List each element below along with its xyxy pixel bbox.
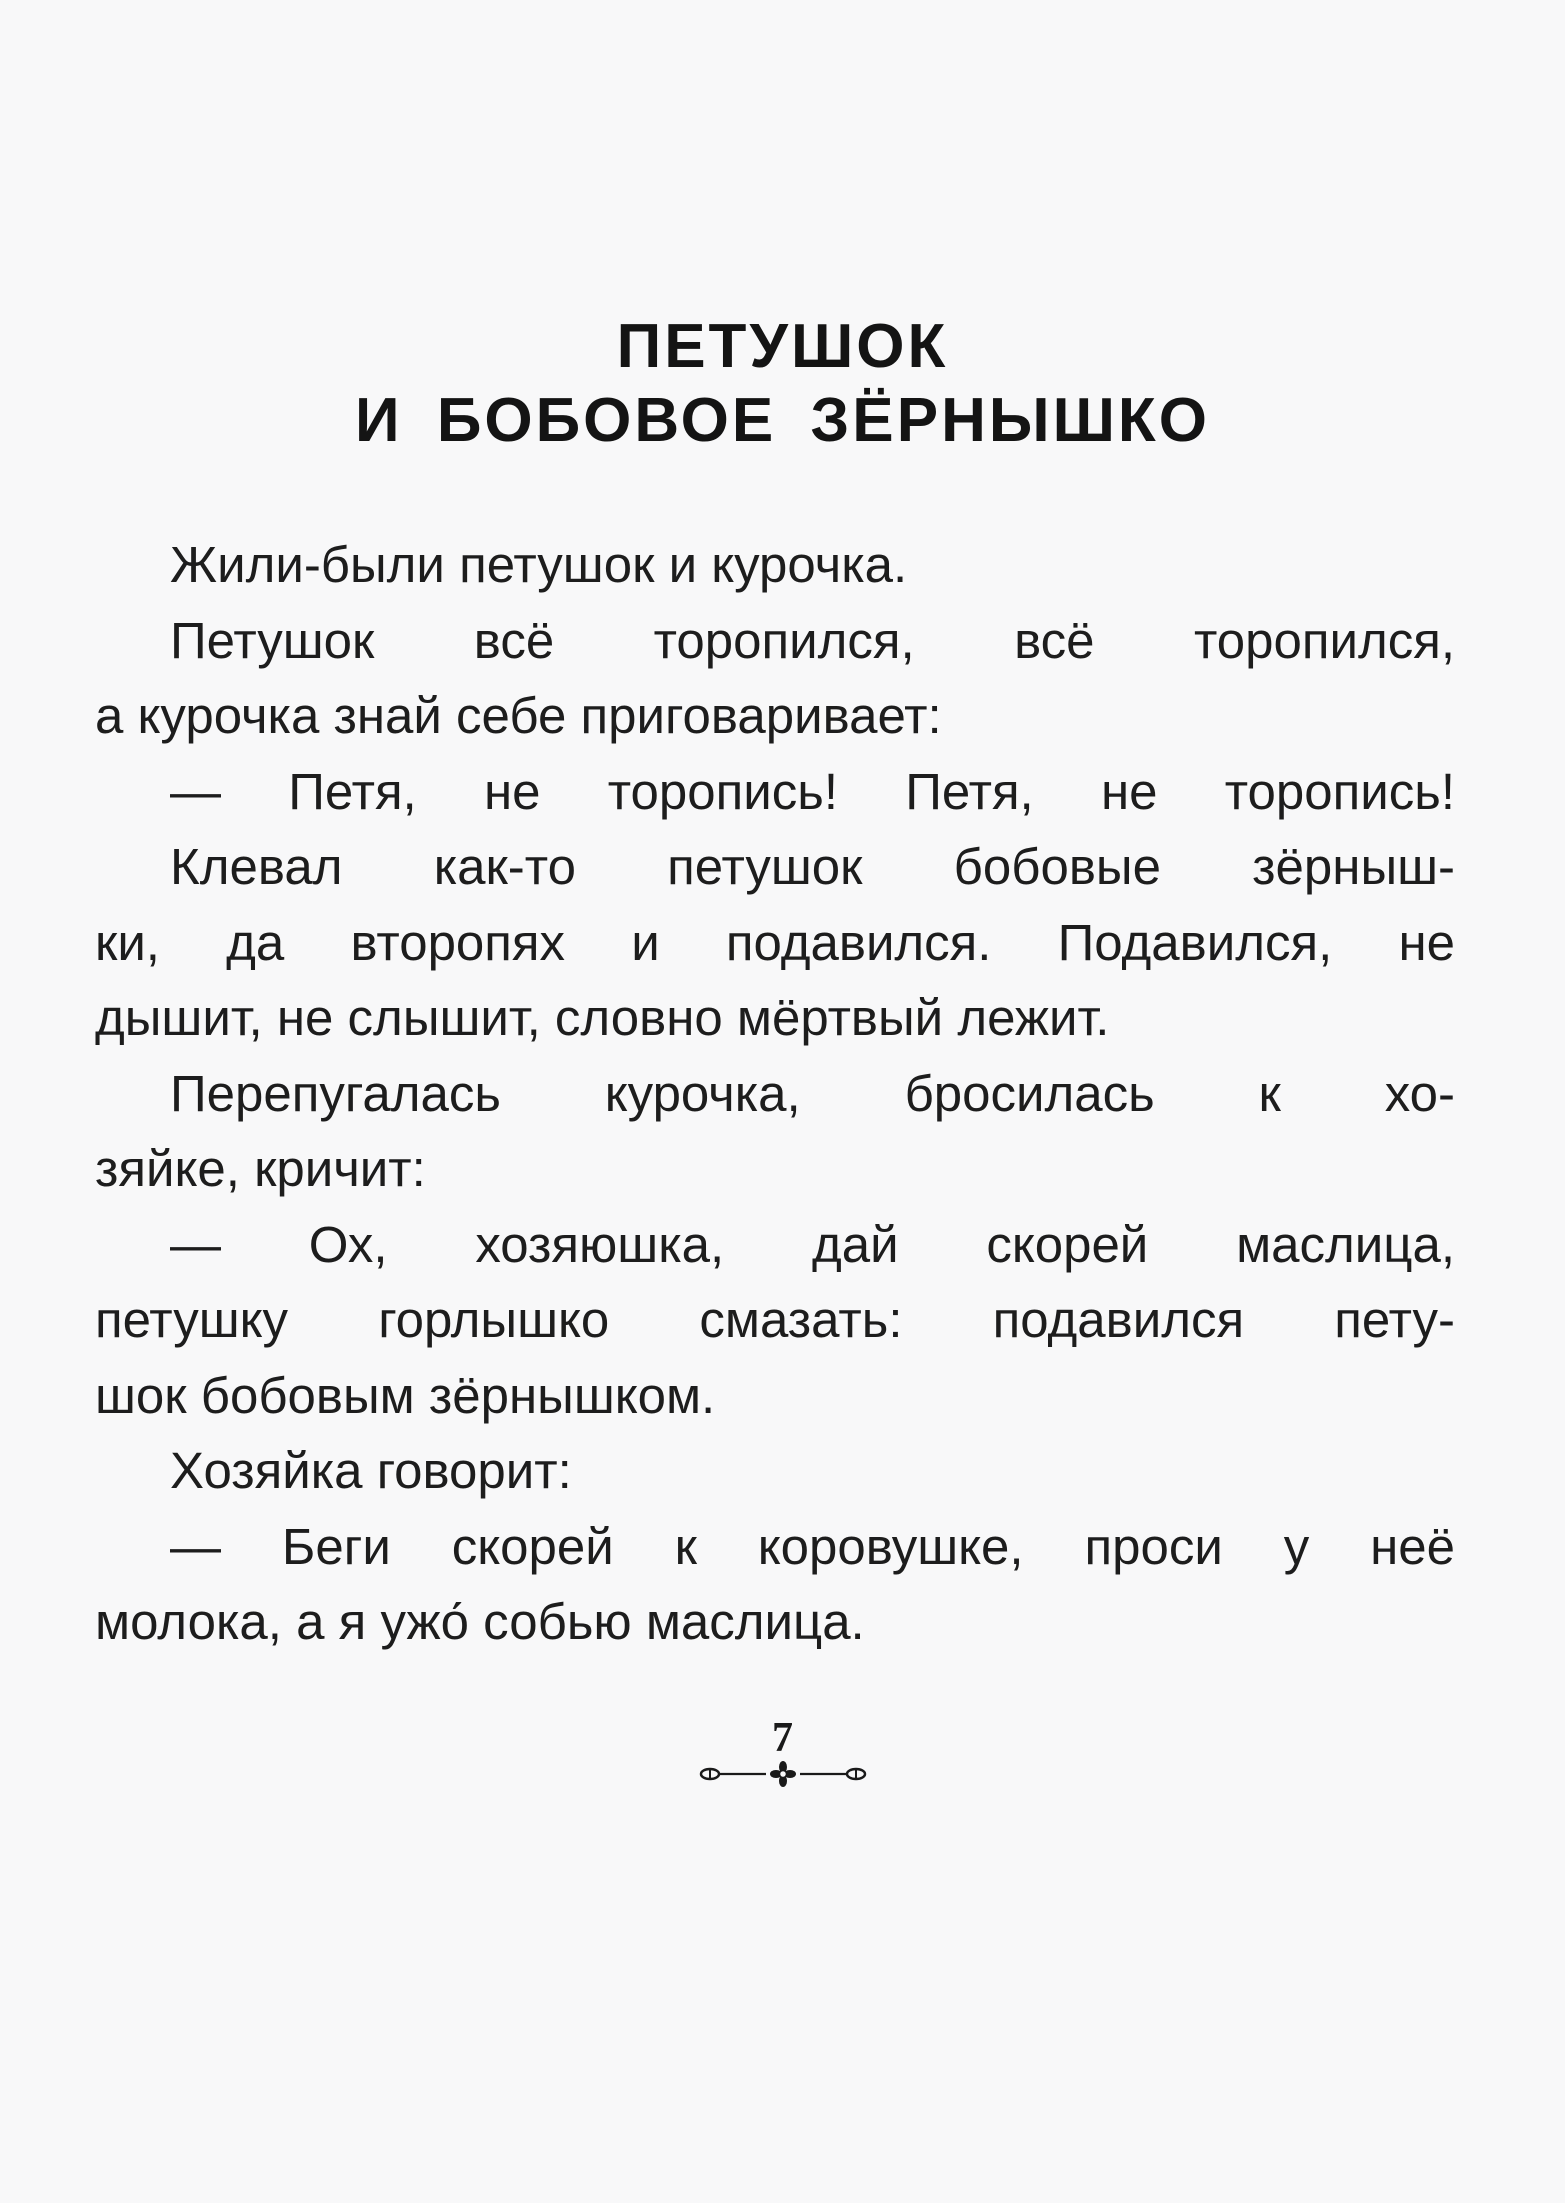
text-line: а курочка знай себе приговаривает: xyxy=(95,687,942,744)
text-line: Жили-были петушок и курочка. xyxy=(170,536,908,593)
text-line: ки, да второпях и подавился. Подавился, не xyxy=(95,913,1455,971)
text-line: — Петя, не торопись! Петя, не торопись! xyxy=(170,762,1455,820)
text-line: Перепугалась курочка, бросилась к хо- xyxy=(170,1064,1455,1122)
text-line: зяйке, кричит: xyxy=(95,1140,426,1197)
story-title-line-2: И БОБОВОЕ ЗЁРНЫШКО xyxy=(355,386,1210,455)
page-footer xyxy=(0,1715,1565,1787)
text-line: Хозяйка говорит: xyxy=(170,1442,572,1499)
floral-divider-icon xyxy=(698,1761,868,1787)
text-line: дышит, не слышит, словно мёртвый лежит. xyxy=(95,989,1110,1046)
story-title-line-1: ПЕТУШОК xyxy=(616,312,949,381)
text-line: шок бобовым зёрнышком. xyxy=(95,1366,716,1424)
story-title xyxy=(0,310,1565,458)
text-line: петушку горлышко смазать: подавился пету- xyxy=(95,1291,1455,1348)
page-number: 7 xyxy=(772,1715,793,1761)
text-line: молока, а я ужо́ собью маслица. xyxy=(95,1593,865,1650)
text-line: — Ох, хозяюшка, дай скорей маслица, xyxy=(170,1215,1455,1273)
text-line: Петушок всё торопился, всё торопился, xyxy=(170,611,1455,669)
text-line: — Беги скорей к коровушке, проси у неё xyxy=(170,1517,1455,1575)
story-text xyxy=(95,527,1455,1660)
text-line: Клевал как-то петушок бобовые зёрныш- xyxy=(170,838,1455,895)
